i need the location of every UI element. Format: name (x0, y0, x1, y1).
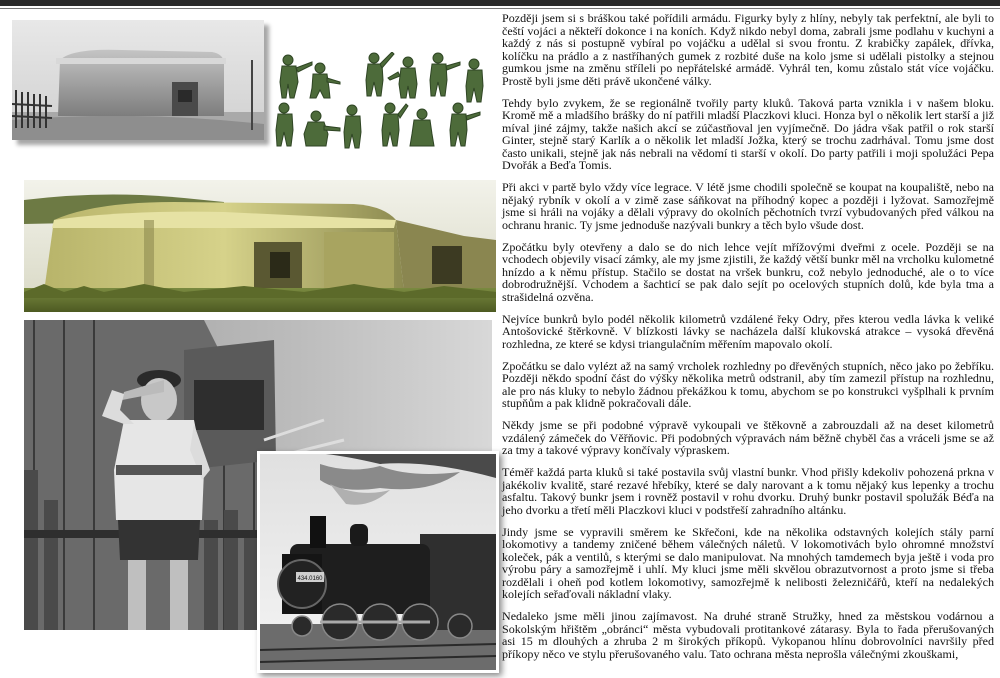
paragraph: Někdy jsme se při podobné výpravě vykoupali ve štěkovně a zabrouzdali až na deset kilometrů vzdálený zámeček do Věřňovic. Při podobných výpravách nám běžně chyběl čas a vráceli jsme se až za tmy a takové výpravy končívaly výpraskem. (502, 418, 994, 457)
paragraph: Zpočátku se dalo vylézt až na samý vrcholek rozhledny po dřevěných stupních, něco jako po žebříku. Později někdo spodní část do výšky několika metrů odstranil, aby tím zamezil přístup na rozhlednu, ale pro nás kluky to nebylo žádnou překážkou k tomu, abychom se po konstrukci vyšplhali k prvním stupňům a pak klidně pokračovali dále. (502, 358, 994, 410)
photo-bunker-bw (12, 20, 264, 140)
paragraph: Tehdy bylo zvykem, že se regionálně tvořily party kluků. Taková parta vznikla i v našem bloku. Kromě mě a mladšího brášky do ní patřili mladší Placzkovi kluci. Honza byl o několik lert starší a již míval jiné zájmy, takže našich akcí se zúčastňoval jen vyjímečně. Do jádra však patřil o rok starší Ginter, stejně starý Karlík a o několik let mladší Jožka, který se trochu zadrhával. Tomu jsme dost často unikali, stejně jak nás nebrali na vědomí ti starší v okolí. Do party patřili i moji spolužáci Pepa Dvořák a Beďa Tomis. (502, 95, 994, 172)
photo-bunker-color (24, 180, 496, 312)
paragraph: Téměř každá parta kluků si také postavila svůj vlastní bunkr. Vhod přišly kdekoliv pohozená prkna v jakékoliv kvalitě, staré rezavé hřebíky, které se daly narovant a k tomu nějaký kus lepenky a trochu asfaltu. Takový bunkr jsem i rovněž postavil v rohu dvorku. Druhý bunkr postavil spolužák Béďa na jeho dvorku a třetí měli Placzkovi kluci v podstřeší zahradního altánku. (502, 465, 994, 517)
article-text-column (502, 12, 994, 670)
top-rule (0, 0, 1000, 6)
paragraph: Při akci v partě bylo vždy více legrace. V létě jsme chodili společně se koupat na koupaliště, nebo na nějaký rybník v okolí a v zimě zase sáňkovat na příhodný kopec a později i lyžovat. Samozřejmě jsme si hráli na vojáky a dělali výpravy do okolních pěchotních tvrzí vybudovaných před válkou na ochranu hranic. Ty jsme jednoduše nazývali bunkry a těch bylo všude dost. (502, 180, 994, 232)
paragraph: Jindy jsme se vypravili směrem ke Skřečoni, kde na několika odstavných kolejích stály parní lokomotivy a tandemy zničené během válečných náletů. V lokomotivách bylo ohromné množství koleček, pák a ventilů, s kterými se dalo manipulovat. Na mnohých tamdemech byja ještě i voda pro výrobu páry a samozřejmě i uhlí. My kluci jsme měli skvělou obrazutvornost a proto jsme si třeba rozdělali i oheň pod kotlem lokomotivy, samozřejmě k nelibosti železničářů, kteří na nedalekých kolejích seřaďovali nákladní vlaky. (502, 524, 994, 601)
locomotive-number-plate: 434.0160 (297, 576, 323, 582)
paragraph: Nejvíce bunkrů bylo podél několik kilometrů vzdálené řeky Odry, přes kterou vedla lávka k veliké Antošovické štěrkovně. V blízkosti lávky se nacházela další klukovská atrakce – vysoká dřevěná rozhledna, ze které se kdysi triangulačním měřením mapovalo okolí. (502, 311, 994, 351)
paragraph: Zpočátku byly otevřeny a dalo se do nich lehce vejít mřížovými dveřmi z ocele. Později se na vchodech objevily visací zámky, ale my jsme zjistili, že každý větší bunkr měl na vrcholku kulometné hnízdo a k němu přístup. Stačilo se dostat na vršek bunkru, což nebylo jednoduché, ale o to více dobrodružnější. Vchodem a šachticí se pak dalo sejít po ocelových stupních dolů, kde byla tma a strašidelná ozvěna. (502, 239, 994, 304)
photo-steam-locomotive (257, 451, 499, 673)
paragraph: Nedaleko jsme měli jinou zajímavost. Na druhé straně Stružky, hned za městskou vodárnou a Sokolským hřištěm „obránci“ města vybudovali protitankové zátarasy. Byla to řada přerušovaných asi 15 m dlouhých a zhruba 2 m širokých příkopů. Vykopanou hlínu dobrovolníci navršily před příkopy něco ve stylu přerušovaného valu. Tato ochrana města neprošla válečnými zkouškami, (502, 609, 994, 661)
photo-toy-soldiers (268, 52, 496, 154)
top-rule-thin (0, 8, 1000, 9)
paragraph: Později jsem si s bráškou také pořídili armádu. Figurky byly z hlíny, nebyly tak perfektní, ale byli to čeští vojáci a někteří dokonce i na koních. Když nikdo nebyl doma, zabrali jsme podlahu v kuchyni a každý z nás si postupně vybíral po vojáčku a udělal si svou frontu. Z krabičky zapálek, dřívka, kolíčku na prádlo a z nastříhaných gumek z rozbité duše na kolo jsme si udělali pistolky a stejnou gumkou jsme na změnu stříleli po nepřátelské armádě. Vyhrál ten, komu zůstalo stát více vojáčku. Prostě byli jsme děti právě ukončené války. (502, 11, 994, 88)
